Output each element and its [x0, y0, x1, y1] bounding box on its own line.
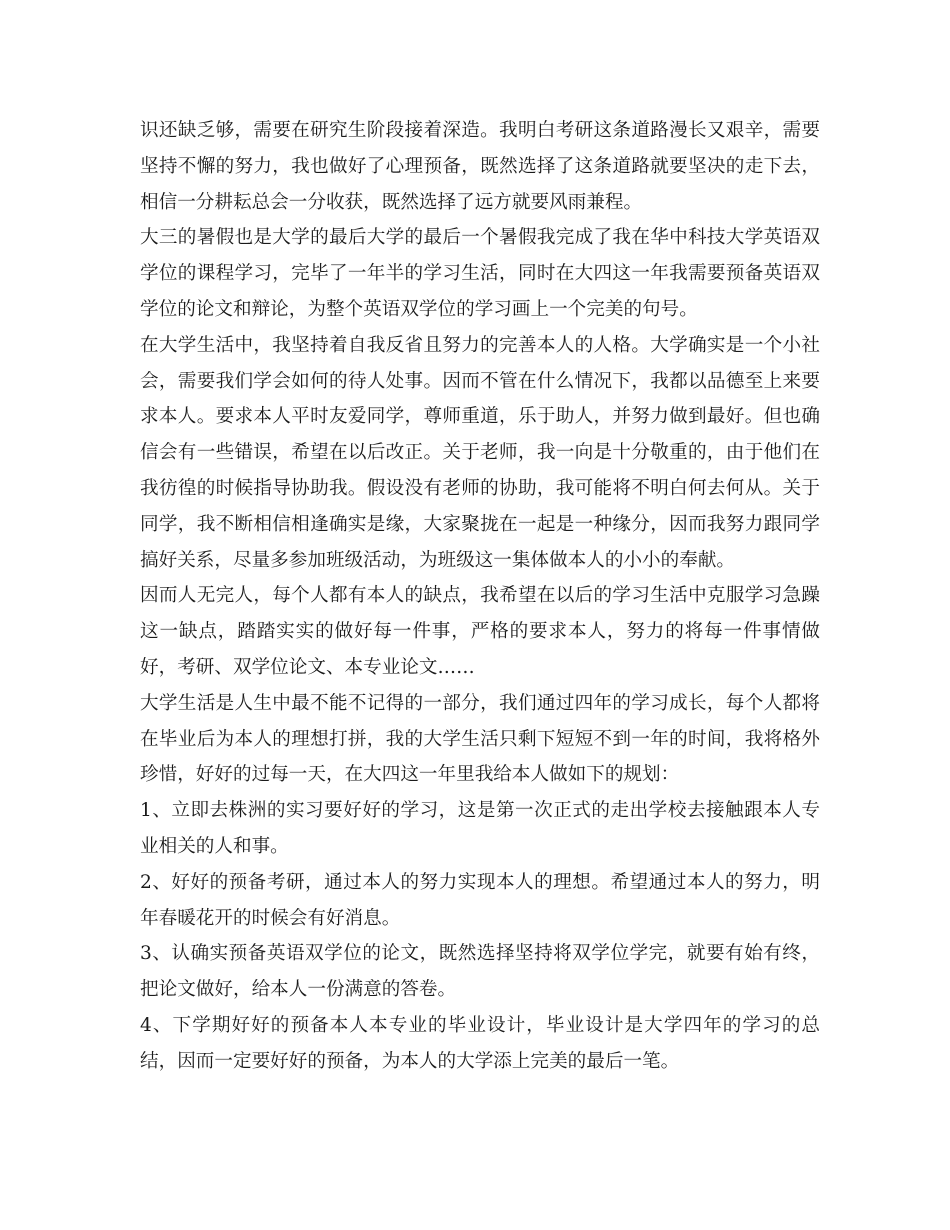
paragraph-3: 在大学生活中，我坚持着自我反省且努力的完善本人的人格。大学确实是一个小社会，需要我们学会如何的待人处事。因而不管在什么情况下，我都以品德至上来要求本人。要求本人平时友爱同学，尊师重道，乐于助人，并努力做到最好。但也确信会有一些错误，希望在以后改正。关于老师，我一向是十分敬重的，由于他们在我彷徨的时候指导协助我。假设没有老师的协助，我可能将不明白何去何从。关于同学，我不断相信相逢确实是缘，大家聚拢在一起是一种缘分，因而我努力跟同学搞好关系，尽量多参加班级活动，为班级这一集体做本人的小小的奉献。	[140, 334, 820, 571]
plan-item-3: 3、认确实预备英语双学位的论文，既然选择坚持将双学位学完，就要有始有终，把论文做好，给本人一份满意的答卷。	[140, 943, 820, 1001]
plan-item-1: 1、立即去株洲的实习要好好的学习，这是第一次正式的走出学校去接触跟本人专业相关的人和事。	[140, 800, 820, 857]
plan-item-4: 4、下学期好好的预备本人本专业的毕业设计，毕业设计是大学四年的学习的总结，因而一定要好好的预备，为本人的大学添上完美的最后一笔。	[140, 1014, 820, 1072]
document-body	[140, 113, 820, 1080]
plan-item-2: 2、好好的预备考研，通过本人的努力实现本人的理想。希望通过本人的努力，明年春暖花开的时候会有好消息。	[140, 871, 820, 929]
paragraph-5: 大学生活是人生中最不能不记得的一部分，我们通过四年的学习成长，每个人都将在毕业后为本人的理想打拼，我的大学生活只剩下短短不到一年的时间，我将格外珍惜，好好的过每一天，在大四这一年里我给本人做如下的规划：	[140, 692, 820, 786]
paragraph-4: 因而人无完人，每个人都有本人的缺点，我希望在以后的学习生活中克服学习急躁这一缺点，踏踏实实的做好每一件事，严格的要求本人，努力的将每一件事情做好，考研、双学位论文、本专业论文……	[140, 585, 820, 678]
paragraph-2: 大三的暑假也是大学的最后大学的最后一个暑假我完成了我在华中科技大学英语双学位的课程学习，完毕了一年半的学习生活，同时在大四这一年我需要预备英语双学位的论文和辩论，为整个英语双学位的学习画上一个完美的句号。	[140, 227, 820, 320]
paragraph-1: 识还缺乏够，需要在研究生阶段接着深造。我明白考研这条道路漫长又艰辛，需要坚持不懈的努力，我也做好了心理预备，既然选择了这条道路就要坚决的走下去，相信一分耕耘总会一分收获，既然选择了远方就要风雨兼程。	[140, 120, 820, 213]
